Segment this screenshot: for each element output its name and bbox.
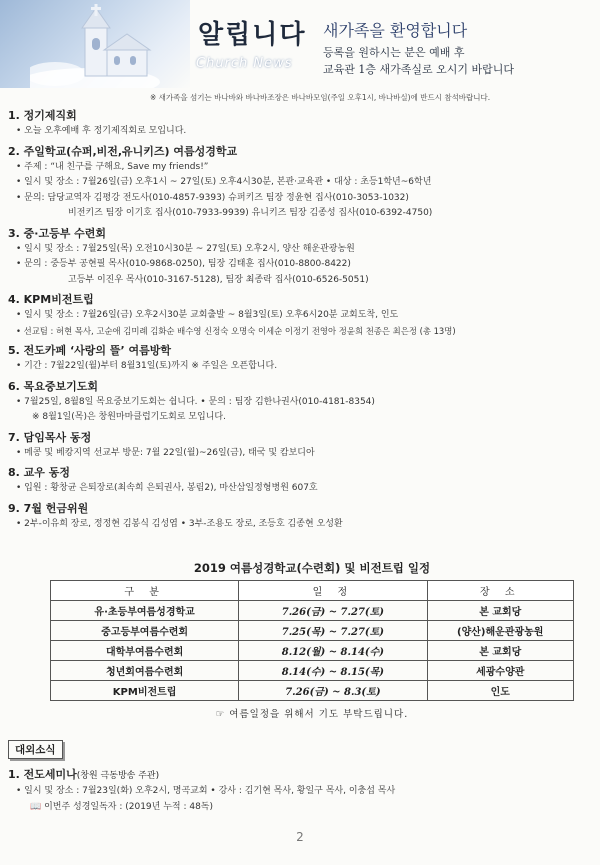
section-line: • 메콩 및 베캉지역 선교부 방문: 7월 22일(월)~26일(금), 태국 및 캄보디아 [8, 446, 596, 462]
section-title: 8. 교우 동정 [8, 466, 70, 479]
cell-place: 본 교회당 [427, 601, 573, 621]
table-row [51, 601, 574, 621]
table-row [51, 681, 574, 701]
welcome-line-2: 교육관 1층 새가족실로 오시기 바랍니다 [323, 63, 514, 76]
outside-title-note: (창원 극동방송 주관) [76, 771, 160, 781]
header [0, 0, 600, 88]
outside-title-text: 1. 전도세미나 [8, 768, 77, 781]
schedule-note: ☞ 여름일정을 위해서 기도 부탁드립니다. [215, 709, 409, 720]
outside-title [8, 767, 596, 784]
bible-reading-text: 이번주 성경일독자 : (2019년 누적 : 48독) [44, 801, 214, 812]
section-line: 고등부 이진우 목사(010-3167-5128), 팀장 최종락 집사(010-6526-5051) [68, 274, 369, 285]
section-line: • 입원 : 황창균 은퇴장로(최속희 은퇴권사, 봉림2), 마산삼일정형병원 607호 [8, 481, 596, 497]
section-6 [8, 379, 596, 426]
section-title: 2. 주일학교(슈퍼,비전,유니키즈) 여름성경학교 [8, 144, 238, 158]
cell-date: 8.12(월) ~ 8.14(수) [239, 641, 427, 661]
section-3 [8, 226, 596, 289]
section-9 [8, 501, 596, 533]
cell-place: 세광수양관 [427, 661, 573, 681]
announcements [8, 104, 596, 532]
table-row [51, 621, 574, 641]
cell-date: 7.26(금) ~ 8.3(토) [239, 681, 427, 701]
section-line: • 선교팀 : 허현 목사, 고순애 김미례 김화순 배수영 신정숙 오명숙 이세순 이정기 전영아 정윤희 천종은 최은정 (총 13명) [8, 324, 596, 340]
section-line: • 문의 : 중등부 공현필 목사(010-9868-0250), 팀장 김태훈 집사(010-8800-8422) [8, 257, 596, 273]
section-title: 4. KPM비전트립 [8, 293, 94, 306]
table-row [51, 641, 574, 661]
section-title: 9. 7월 헌금위원 [8, 501, 89, 515]
section-title: 7. 담임목사 동정 [8, 430, 92, 444]
outside-line: • 일시 및 장소 : 7월23일(화) 오후2시, 명곡교회 • 강사 : 김기현 목사, 황일구 목사, 이충섭 목사 [8, 784, 596, 800]
barnabas-notice: ※ 새가족을 섬기는 바나바와 바나바조장은 바나바모임(주일 오후1시, 바나바실)에 반드시 참석바랍니다. [150, 93, 491, 102]
church-illustration [30, 4, 160, 88]
section-line: • 2부-이유희 장로, 정정현 김봉식 김성엽 • 3부-조용도 장로, 조등호 김종현 오성환 [8, 517, 596, 533]
cell-group: 중고등부여름수련회 [51, 621, 239, 641]
cell-group: 대학부여름수련회 [51, 641, 239, 661]
table-row [51, 661, 574, 681]
section-title: 6. 목요중보기도회 [8, 379, 99, 393]
section-line: • 기간 : 7월22일(월)부터 8월31일(토)까지 ※ 주일은 오픈합니다. [8, 359, 596, 375]
header-place: 장 소 [427, 581, 573, 601]
header-date: 일 정 [239, 581, 427, 601]
cell-group: KPM비전트립 [51, 681, 239, 701]
section-7 [8, 430, 596, 462]
section-line: • 일시 및 장소 : 7월26일(금) 오후1시 ~ 27일(토) 오후4시30분, 본관·교육관 • 대상 : 초등1학년~6학년 [8, 175, 596, 191]
section-title: 3. 중·고등부 수련회 [8, 226, 107, 240]
cell-place: 인도 [427, 681, 573, 701]
page-number: 2 [296, 830, 304, 844]
welcome-heading: 새가족을 환영합니다 [323, 21, 468, 40]
section-title: 5. 전도카페 ‘사랑의 뜰’ 여름방학 [8, 344, 172, 357]
section-line: • 주제 : “내 친구를 구해요, Save my friends!” [8, 160, 596, 176]
schedule-title: 2019 여름성경학교(수련회) 및 비전트립 일정 [193, 561, 431, 575]
cell-group: 청년회여름수련회 [51, 661, 239, 681]
outside-news [8, 738, 596, 815]
section-line: 비전키즈 팀장 이기호 집사(010-7933-9939) 유니키즈 팀장 김종성 집사(010-6392-4750) [68, 208, 433, 218]
section-line: • 일시 및 장소 : 7월26일(금) 오후2시30분 교회출발 ~ 8월3일(토) 오후6시20분 교회도착, 인도 [8, 308, 596, 324]
welcome-line-1: 등록을 원하시는 분은 예배 후 [323, 46, 465, 59]
cell-place: (양산)해운관광농원 [427, 621, 573, 641]
schedule-table [50, 580, 574, 701]
section-line: • 일시 및 장소 : 7월25일(목) 오전10시30분 ~ 27일(토) 오후2시, 양산 해운관광농원 [8, 242, 596, 258]
section-title: 1. 정기제직회 [8, 109, 77, 122]
page-subtitle: Church News [196, 56, 293, 71]
bible-reading [8, 800, 596, 816]
book-icon: 📖 [30, 801, 45, 812]
outside-news-tag: 대외소식 [8, 740, 63, 759]
section-4 [8, 292, 596, 339]
cell-date: 7.26(금) ~ 7.27(토) [239, 601, 427, 621]
cell-date: 7.25(목) ~ 7.27(토) [239, 621, 427, 641]
table-header-row [51, 581, 574, 601]
section-line: • 문의: 담당교역자 김평강 전도사(010-4857-9393) 슈퍼키즈 팀장 정윤현 집사(010-3053-1032) [8, 191, 596, 207]
section-line: ※ 8월1일(목)은 창원마마클럽기도회로 모입니다. [32, 412, 226, 422]
cell-group: 유·초등부여름성경학교 [51, 601, 239, 621]
section-line: • 7월25일, 8월8일 목요중보기도회는 쉽니다. • 문의 : 팀장 김한나권사(010-4181-8354) [8, 395, 596, 411]
schedule-block [50, 560, 574, 720]
welcome-text [323, 44, 514, 78]
header-group: 구 분 [51, 581, 239, 601]
section-8 [8, 465, 596, 497]
section-5 [8, 343, 596, 375]
section-2 [8, 144, 596, 222]
cell-place: 본 교회당 [427, 641, 573, 661]
section-1 [8, 108, 596, 140]
cell-date: 8.14(수) ~ 8.15(목) [239, 661, 427, 681]
section-line: • 오늘 오후예배 후 정기제직회로 모입니다. [8, 124, 596, 140]
page-title: 알립니다 [198, 20, 307, 50]
